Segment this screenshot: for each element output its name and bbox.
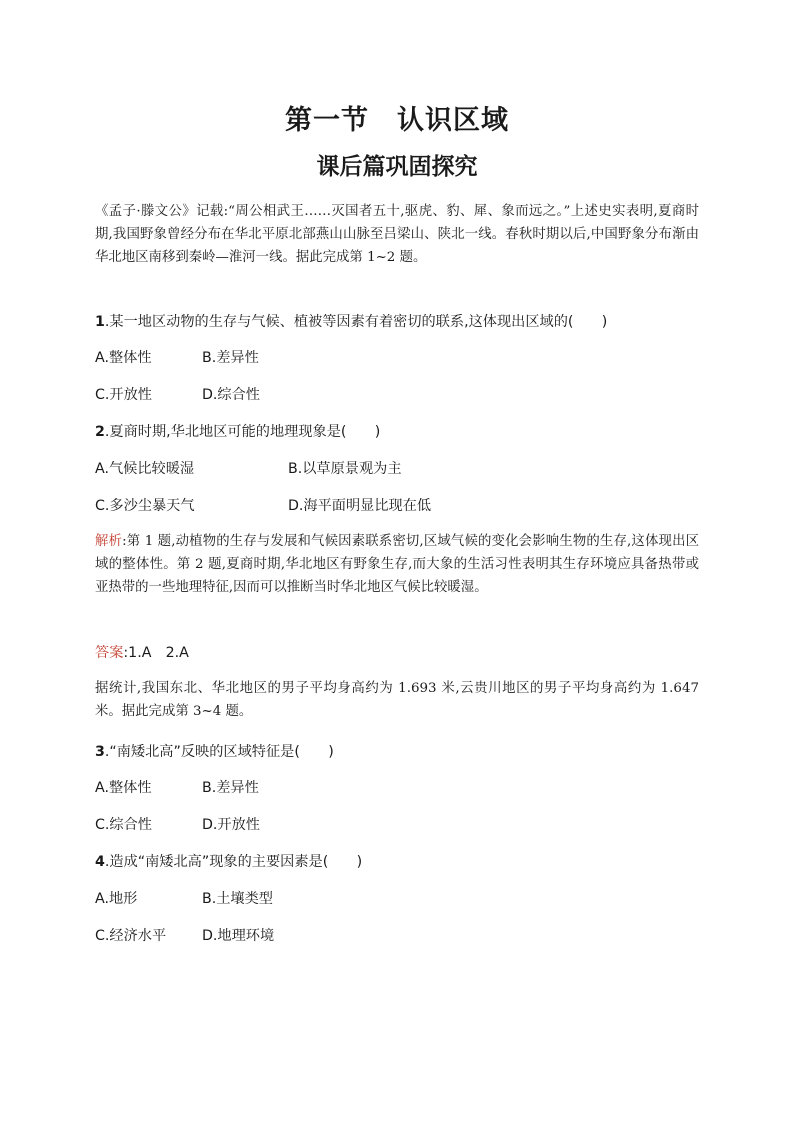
option-1d: D.综合性	[202, 387, 260, 403]
question-stem: .夏商时期,华北地区可能的地理现象是( )	[104, 424, 381, 440]
option-3b: B.差异性	[202, 780, 259, 796]
option-4a: A.地形	[95, 891, 138, 907]
question-number: 2	[95, 424, 105, 440]
option-1c: C.开放性	[95, 387, 152, 403]
analysis-block	[95, 530, 699, 599]
question-number: 3	[95, 744, 105, 760]
option-3d: D.开放性	[202, 817, 260, 833]
page-title: 第一节 认识区域	[285, 105, 509, 136]
option-4d: D.地理环境	[202, 928, 275, 944]
option-2a: A.气候比较暖湿	[95, 461, 195, 477]
option-3c: C.综合性	[95, 817, 152, 833]
answer-block	[95, 642, 189, 664]
option-4b: B.土壤类型	[202, 891, 273, 907]
analysis-label: 解析	[95, 534, 123, 549]
reading-passage-2: 据统计,我国东北、华北地区的男子平均身高约为 1.693 米,云贵川地区的男子平均身高约为 1.647 米。据此完成第 3~4 题。	[95, 681, 699, 719]
option-2d: D.海平面明显比现在低	[288, 498, 432, 514]
answer-text: :1.A 2.A	[123, 645, 189, 661]
option-2c: C.多沙尘暴天气	[95, 498, 195, 514]
question-stem: .造成“南矮北高”现象的主要因素是( )	[104, 854, 363, 870]
reading-passage-1: 《孟子·滕文公》记载:“周公相武王……灭国者五十,驱虎、豹、犀、象而远之。”上述史实表明,夏商时期,我国野象曾经分布在华北平原北部燕山山脉至吕梁山、陕北一线。春秋时期以后,中国野象分布渐由华北地区南移到秦岭—淮河一线。据此完成第 1~2 题。	[95, 204, 699, 265]
question-number: 4	[95, 854, 105, 870]
question-stem: .“南矮北高”反映的区域特征是( )	[104, 744, 334, 760]
question-2	[95, 421, 715, 443]
answer-label: 答案	[95, 645, 124, 661]
question-3	[95, 741, 715, 763]
question-4	[95, 851, 715, 873]
option-2b: B.以草原景观为主	[288, 461, 402, 477]
option-3a: A.整体性	[95, 780, 152, 796]
page-subtitle: 课后篇巩固探究	[316, 153, 478, 180]
question-number: 1	[95, 314, 105, 330]
option-4c: C.经济水平	[95, 928, 167, 944]
question-stem: .某一地区动物的生存与气候、植被等因素有着密切的联系,这体现出区域的( )	[104, 314, 608, 330]
option-1a: A.整体性	[95, 350, 152, 366]
analysis-text: :第 1 题,动植物的生存与发展和气候因素联系密切,区域气候的变化会影响生物的生存,这体现出区域的整体性。第 2 题,夏商时期,华北地区有野象生存,而大象的生活习性表明其生存环境应具备热带或亚热带的一些地理特征,因而可以推断当时华北地区气候比较暖湿。	[95, 534, 700, 595]
question-1	[95, 311, 715, 333]
option-1b: B.差异性	[202, 350, 259, 366]
